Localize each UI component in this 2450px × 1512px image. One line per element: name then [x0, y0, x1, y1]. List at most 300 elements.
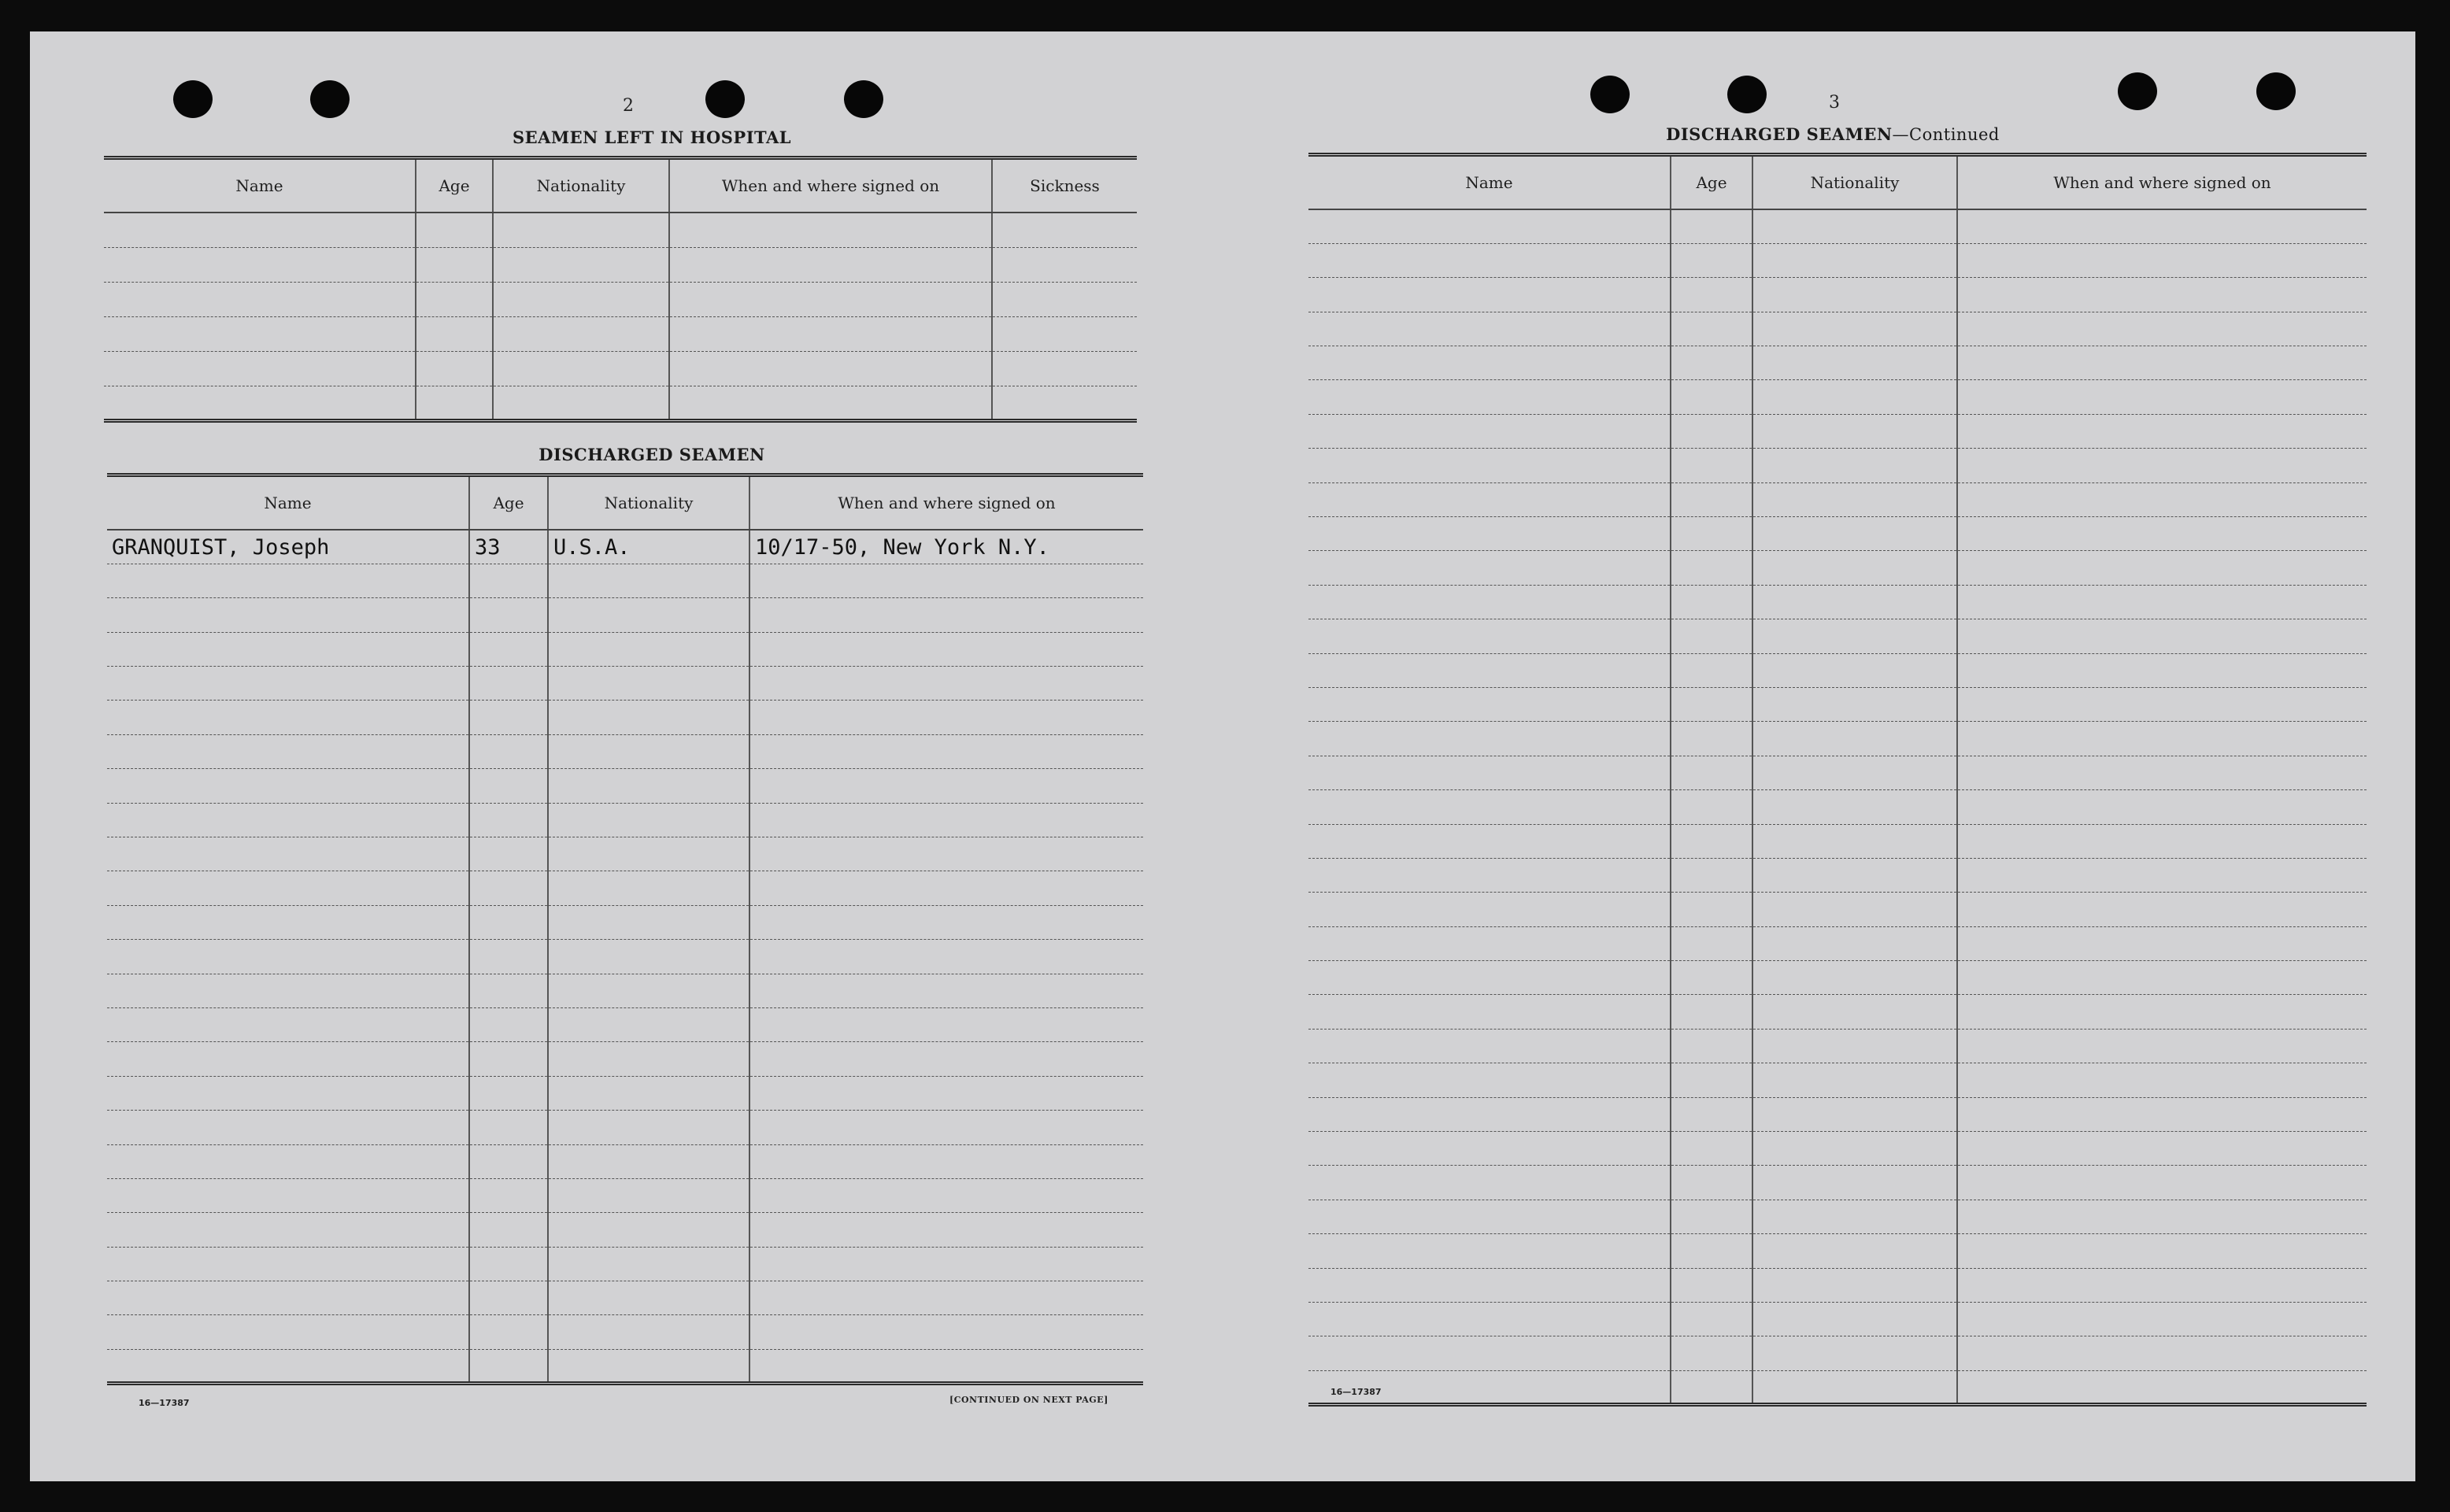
table-cell [1308, 858, 1671, 892]
document-sheet [30, 31, 2415, 1481]
punch-hole [1727, 76, 1767, 113]
table-cell [104, 386, 416, 420]
table-cell [1752, 1166, 1957, 1200]
table-row [1308, 517, 2367, 551]
table-cell [749, 1042, 1143, 1076]
table-cell [749, 905, 1143, 939]
table-cell [107, 598, 469, 632]
table-cell [1752, 926, 1957, 960]
table-row [1308, 1166, 2367, 1200]
table-row [1308, 1029, 2367, 1063]
table-row [1308, 1303, 2367, 1336]
table-cell [469, 871, 548, 905]
table-row [107, 905, 1143, 939]
table-row [1308, 1268, 2367, 1302]
table-cell [107, 837, 469, 871]
table-cell [548, 1042, 749, 1076]
table-cell [1308, 1132, 1671, 1166]
table-cell [469, 940, 548, 974]
table-cell [1308, 1303, 1671, 1336]
table-cell [1671, 482, 1752, 516]
table-cell [749, 769, 1143, 803]
table-row [107, 940, 1143, 974]
table-cell [1671, 585, 1752, 619]
table-cell [107, 632, 469, 666]
table-cell [548, 1111, 749, 1144]
table-cell [548, 769, 749, 803]
table-cell [749, 1213, 1143, 1247]
table-cell [1957, 1200, 2367, 1233]
table-row [104, 247, 1137, 282]
table-cell [1752, 1268, 1957, 1302]
table-cell [548, 1007, 749, 1041]
table-cell [669, 247, 992, 282]
table-cell [1671, 1029, 1752, 1063]
left-form-number: 16—17387 [139, 1398, 190, 1408]
table-cell [469, 1178, 548, 1212]
table-cell [749, 734, 1143, 768]
column-header: Nationality [548, 475, 749, 530]
table-row [1308, 278, 2367, 312]
table-cell [1752, 619, 1957, 653]
table-row [1308, 756, 2367, 789]
discharged-continued-title-main: DISCHARGED SEAMEN [1666, 124, 1893, 144]
table-cell [1752, 790, 1957, 824]
table-cell [548, 974, 749, 1007]
discharged-continued-title [1479, 124, 2187, 144]
table-cell [1671, 551, 1752, 585]
column-header: Age [416, 158, 493, 213]
table-cell [749, 564, 1143, 597]
table-cell [1957, 585, 2367, 619]
table-cell [469, 1111, 548, 1144]
table-cell [1308, 414, 1671, 448]
table-row [1308, 551, 2367, 585]
table-row [107, 667, 1143, 701]
table-cell [1308, 1268, 1671, 1302]
table-cell [107, 564, 469, 597]
table-cell [992, 351, 1137, 386]
continued-footnote: [CONTINUED ON NEXT PAGE] [949, 1395, 1108, 1405]
table-cell [1752, 756, 1957, 789]
table-cell [493, 213, 669, 247]
table-cell [1957, 858, 2367, 892]
table-cell [1308, 1063, 1671, 1097]
table-row [1308, 1097, 2367, 1131]
table-row [1308, 926, 2367, 960]
table-cell [669, 282, 992, 316]
table-cell [1752, 414, 1957, 448]
table-cell [104, 247, 416, 282]
table-cell [1957, 414, 2367, 448]
table-cell [1752, 312, 1957, 346]
table-cell [469, 1247, 548, 1281]
table-cell [1308, 449, 1671, 482]
table-cell [107, 1213, 469, 1247]
table-row [1308, 893, 2367, 926]
table-row [107, 1042, 1143, 1076]
column-header: Age [469, 475, 548, 530]
table-cell [1308, 1336, 1671, 1370]
left-page-number: 2 [623, 96, 634, 116]
table-cell [548, 734, 749, 768]
table-cell [1308, 1029, 1671, 1063]
table-cell [1308, 756, 1671, 789]
table-cell [1671, 893, 1752, 926]
table-cell [1752, 243, 1957, 277]
table-cell [1752, 1132, 1957, 1166]
table-cell [1671, 1132, 1752, 1166]
table-cell [548, 1076, 749, 1110]
table-row [1308, 209, 2367, 243]
table-cell [1957, 824, 2367, 858]
table-cell [107, 734, 469, 768]
table-cell: GRANQUIST, Joseph [107, 530, 469, 564]
table-cell [1308, 209, 1671, 243]
table-cell [749, 837, 1143, 871]
table-row [104, 351, 1137, 386]
table-cell [1752, 278, 1957, 312]
table-cell [1752, 1370, 1957, 1404]
table-cell [1671, 653, 1752, 687]
table-cell [1957, 926, 2367, 960]
table-cell [1308, 517, 1671, 551]
table-cell [1671, 858, 1752, 892]
table-cell [1671, 995, 1752, 1029]
table-cell [1957, 312, 2367, 346]
table-cell [1671, 687, 1752, 721]
table-cell [107, 1315, 469, 1349]
table-cell [749, 1247, 1143, 1281]
table-row [107, 632, 1143, 666]
column-header: When and where signed on [669, 158, 992, 213]
table-cell [1308, 243, 1671, 277]
table-cell [1308, 1200, 1671, 1233]
table-row [107, 701, 1143, 734]
table-cell [107, 701, 469, 734]
table-cell [1957, 619, 2367, 653]
table-cell [548, 1349, 749, 1383]
table-cell [104, 282, 416, 316]
table-cell [107, 1007, 469, 1041]
table-cell [1752, 551, 1957, 585]
table-cell [548, 667, 749, 701]
table-cell [1752, 209, 1957, 243]
table-cell [1308, 687, 1671, 721]
table-cell [1671, 1234, 1752, 1268]
column-header: Name [104, 158, 416, 213]
table-row [1308, 312, 2367, 346]
table-cell [548, 1281, 749, 1315]
table-cell [1957, 1234, 2367, 1268]
table-cell [107, 1178, 469, 1212]
table-cell [669, 386, 992, 420]
table-cell [749, 1144, 1143, 1178]
table-cell [469, 837, 548, 871]
table-row [1308, 1063, 2367, 1097]
table-cell [1957, 1268, 2367, 1302]
table-row [1308, 482, 2367, 516]
table-cell [1752, 1063, 1957, 1097]
table-cell [1957, 449, 2367, 482]
table-row [1308, 1132, 2367, 1166]
punch-hole [705, 80, 745, 118]
punch-hole [2256, 72, 2296, 110]
table-cell [1957, 961, 2367, 995]
table-cell [1671, 1268, 1752, 1302]
table-cell [1671, 1063, 1752, 1097]
table-cell [669, 316, 992, 351]
table-row [1308, 1234, 2367, 1268]
table-row [107, 871, 1143, 905]
table-cell [548, 701, 749, 734]
table-cell [548, 1144, 749, 1178]
table-cell [1957, 482, 2367, 516]
table-cell [548, 837, 749, 871]
table-row [1308, 1336, 2367, 1370]
table-cell [1752, 1200, 1957, 1233]
table-cell [107, 1349, 469, 1383]
table-cell [1308, 653, 1671, 687]
right-form-number: 16—17387 [1330, 1387, 1382, 1397]
discharged-continued-suffix: —Continued [1892, 125, 2000, 144]
table-cell [548, 1178, 749, 1212]
table-cell [107, 667, 469, 701]
table-cell [107, 940, 469, 974]
table-row [107, 1349, 1143, 1383]
table-cell [107, 974, 469, 1007]
table-cell [469, 667, 548, 701]
table-cell [1957, 1303, 2367, 1336]
table-cell [1752, 995, 1957, 1029]
table-cell [416, 282, 493, 316]
table-row [107, 598, 1143, 632]
table-cell [416, 386, 493, 420]
table-row [104, 386, 1137, 420]
table-cell [548, 905, 749, 939]
discharged-seamen-table [107, 473, 1143, 1385]
table-cell [469, 1315, 548, 1349]
table-cell [1308, 995, 1671, 1029]
hospital-section-title: SEAMEN LEFT IN HOSPITAL [512, 128, 792, 147]
table-cell [1671, 961, 1752, 995]
table-row [1308, 1200, 2367, 1233]
table-row [1308, 961, 2367, 995]
table-cell [749, 1178, 1143, 1212]
table-cell [1752, 1303, 1957, 1336]
table-cell [469, 974, 548, 1007]
table-cell [1752, 722, 1957, 756]
table-cell [1671, 619, 1752, 653]
table-cell [1671, 1336, 1752, 1370]
table-cell [1957, 1370, 2367, 1404]
table-cell [1308, 482, 1671, 516]
table-cell [1957, 346, 2367, 380]
table-cell [1752, 1097, 1957, 1131]
table-cell [1957, 653, 2367, 687]
table-cell [493, 316, 669, 351]
table-cell [992, 213, 1137, 247]
table-cell [1957, 278, 2367, 312]
table-row [107, 1247, 1143, 1281]
table-cell [107, 803, 469, 837]
column-header: When and where signed on [749, 475, 1143, 530]
table-cell [1752, 653, 1957, 687]
table-row [107, 1178, 1143, 1212]
table-cell [548, 940, 749, 974]
table-cell [469, 803, 548, 837]
table-cell [104, 316, 416, 351]
table-cell: 10/17-50, New York N.Y. [749, 530, 1143, 564]
table-cell [469, 1144, 548, 1178]
table-cell [107, 1247, 469, 1281]
table-cell [469, 632, 548, 666]
table-row [107, 734, 1143, 768]
table-cell [1957, 1097, 2367, 1131]
table-cell [1671, 209, 1752, 243]
table-cell [493, 282, 669, 316]
table-row [107, 1111, 1143, 1144]
table-row [1308, 995, 2367, 1029]
table-cell [1671, 346, 1752, 380]
right-page-number: 3 [1829, 93, 1840, 113]
table-cell [1957, 756, 2367, 789]
table-cell [1752, 1029, 1957, 1063]
table-cell [1671, 756, 1752, 789]
table-cell [548, 1213, 749, 1247]
table-cell [107, 1111, 469, 1144]
table-cell [416, 316, 493, 351]
table-cell [992, 247, 1137, 282]
column-header: Name [1308, 155, 1671, 210]
table-cell [1957, 551, 2367, 585]
table-cell [1308, 312, 1671, 346]
table-cell [1752, 1336, 1957, 1370]
discharged-continued-table [1308, 153, 2367, 1407]
table-row [1308, 1370, 2367, 1404]
table-cell [1671, 790, 1752, 824]
table-row [1308, 790, 2367, 824]
table-cell [1308, 346, 1671, 380]
table-row [1308, 346, 2367, 380]
column-header: When and where signed on [1957, 155, 2367, 210]
table-cell [1308, 585, 1671, 619]
table-cell [669, 213, 992, 247]
table-cell [1671, 824, 1752, 858]
table-cell [992, 316, 1137, 351]
table-cell [416, 351, 493, 386]
table-cell [1957, 1029, 2367, 1063]
table-cell [548, 632, 749, 666]
table-cell [104, 213, 416, 247]
table-cell [1671, 380, 1752, 414]
column-header: Age [1671, 155, 1752, 210]
table-row [1308, 585, 2367, 619]
table-cell [1671, 926, 1752, 960]
table-cell [107, 1281, 469, 1315]
table-cell [1957, 209, 2367, 243]
table-cell [992, 386, 1137, 420]
table-cell [1752, 961, 1957, 995]
table-cell [493, 247, 669, 282]
table-cell [1308, 961, 1671, 995]
table-cell [1957, 1336, 2367, 1370]
table-cell [992, 282, 1137, 316]
table-cell [749, 1281, 1143, 1315]
table-row [104, 282, 1137, 316]
table-cell [469, 598, 548, 632]
table-row [107, 803, 1143, 837]
table-cell [1957, 790, 2367, 824]
table-row [107, 1213, 1143, 1247]
table-cell [1308, 1166, 1671, 1200]
punch-hole [844, 80, 883, 118]
table-cell [1308, 893, 1671, 926]
table-row [107, 1007, 1143, 1041]
table-cell [1308, 551, 1671, 585]
table-cell [749, 1111, 1143, 1144]
table-cell [1957, 1166, 2367, 1200]
table-cell [749, 1076, 1143, 1110]
table-cell [749, 701, 1143, 734]
table-cell [749, 1315, 1143, 1349]
table-cell [107, 871, 469, 905]
table-cell [1957, 1063, 2367, 1097]
punch-hole [2118, 72, 2157, 110]
table-cell [469, 1042, 548, 1076]
table-cell [1671, 517, 1752, 551]
table-cell [469, 905, 548, 939]
table-cell [1957, 893, 2367, 926]
table-cell [416, 213, 493, 247]
table-row [1308, 858, 2367, 892]
table-cell [1671, 1200, 1752, 1233]
table-row [107, 1076, 1143, 1110]
table-cell [469, 701, 548, 734]
column-header: Nationality [1752, 155, 1957, 210]
table-cell [1671, 278, 1752, 312]
table-cell [107, 1076, 469, 1110]
table-cell [107, 1144, 469, 1178]
table-cell: U.S.A. [548, 530, 749, 564]
table-cell [1752, 1234, 1957, 1268]
table-cell [548, 564, 749, 597]
punch-hole [173, 80, 213, 118]
table-row [1308, 414, 2367, 448]
table-cell [1752, 824, 1957, 858]
table-row [107, 837, 1143, 871]
table-row [107, 974, 1143, 1007]
table-cell: 33 [469, 530, 548, 564]
table-cell [469, 1281, 548, 1315]
table-cell [749, 940, 1143, 974]
table-cell [1957, 517, 2367, 551]
table-row [1308, 687, 2367, 721]
table-cell [469, 769, 548, 803]
table-row [107, 564, 1143, 597]
table-row [1308, 653, 2367, 687]
table-cell [1308, 1234, 1671, 1268]
table-cell [669, 351, 992, 386]
table-cell [1752, 687, 1957, 721]
column-header: Sickness [992, 158, 1137, 213]
table-cell [749, 803, 1143, 837]
table-row [1308, 243, 2367, 277]
punch-hole [310, 80, 350, 118]
table-cell [548, 803, 749, 837]
table-cell [1671, 722, 1752, 756]
table-cell [469, 1213, 548, 1247]
